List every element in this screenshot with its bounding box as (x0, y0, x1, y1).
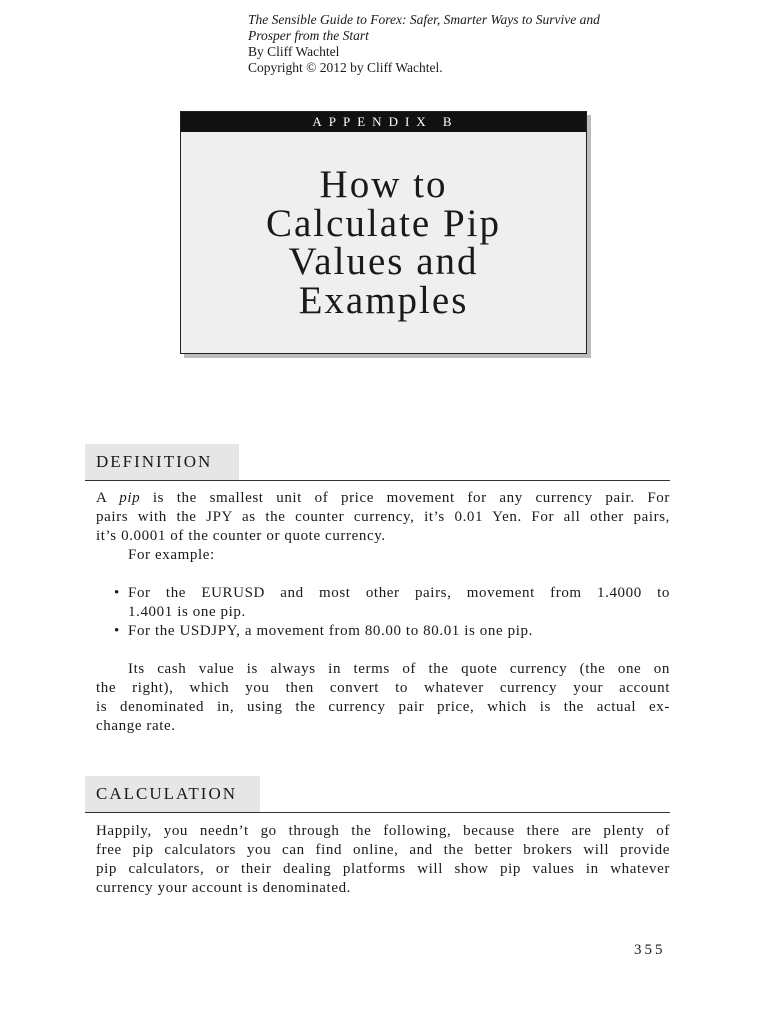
chapter-title-line: Calculate Pip (265, 201, 502, 245)
definition-paragraph (96, 489, 670, 565)
copyright: Copyright © 2012 by Cliff Wachtel. (248, 60, 443, 75)
list-item-line: 1.4001 is one pip. (128, 604, 246, 620)
paragraph-line: currency your account is denominated. (96, 880, 352, 896)
example-bullet-list (114, 584, 670, 641)
calculation-paragraph (96, 822, 670, 898)
chapter-title-line: How to (319, 163, 448, 206)
chapter-title-line: Values and (288, 240, 479, 283)
paragraph-line: change rate. (96, 718, 176, 734)
definition-heading-label: DEFINITION (96, 452, 213, 471)
book-title-line2: Prosper from the Start (248, 28, 369, 43)
list-item (114, 584, 670, 622)
calculation-heading-label: CALCULATION (96, 784, 237, 803)
calculation-heading (85, 776, 670, 813)
paragraph-line: it’s 0.0001 of the counter or quote currency. (96, 528, 386, 544)
page-number: 355 (634, 942, 666, 958)
paragraph-line: pairs with the JPY as the counter currency, it’s 0.01 Yen. For all other pairs, (96, 509, 670, 525)
list-item-line: For the USDJPY, a movement from 80.00 to 80.01 is one pip. (128, 623, 533, 639)
paragraph-line: the right), which you then convert to whatever currency your account (96, 680, 670, 696)
paragraph-line: free pip calculators you can find online, and the better brokers will provide (96, 842, 670, 858)
paragraph-line: is denominated in, using the currency pair price, which is the actual ex- (96, 699, 670, 715)
appendix-title-box (180, 111, 587, 354)
cash-value-paragraph (96, 660, 670, 736)
book-header (248, 12, 708, 76)
chapter-title (181, 163, 586, 322)
list-item (114, 622, 670, 641)
bullet-icon: • (114, 623, 120, 639)
definition-heading (85, 444, 670, 481)
paragraph-line: Happily, you needn’t go through the following, because there are plenty of (96, 823, 670, 839)
for-example-text: For example: (128, 547, 215, 563)
paragraph-line: pip calculators, or their dealing platforms will show pip values in whatever (96, 861, 670, 877)
bullet-icon: • (114, 585, 120, 601)
list-item-line: For the EURUSD and most other pairs, movement from 1.4000 to (128, 585, 670, 601)
paragraph-line: Its cash value is always in terms of the quote currency (the one on (128, 661, 670, 677)
book-title-line1: The Sensible Guide to Forex: Safer, Smarter Ways to Survive and (248, 12, 600, 27)
author: By Cliff Wachtel (248, 44, 340, 59)
chapter-title-line: Examples (298, 278, 469, 322)
term-pip: pip (119, 490, 141, 506)
paragraph-line: A pip is the smallest unit of price movement for any currency pair. For (96, 490, 670, 506)
appendix-label: APPENDIX B (181, 112, 586, 132)
